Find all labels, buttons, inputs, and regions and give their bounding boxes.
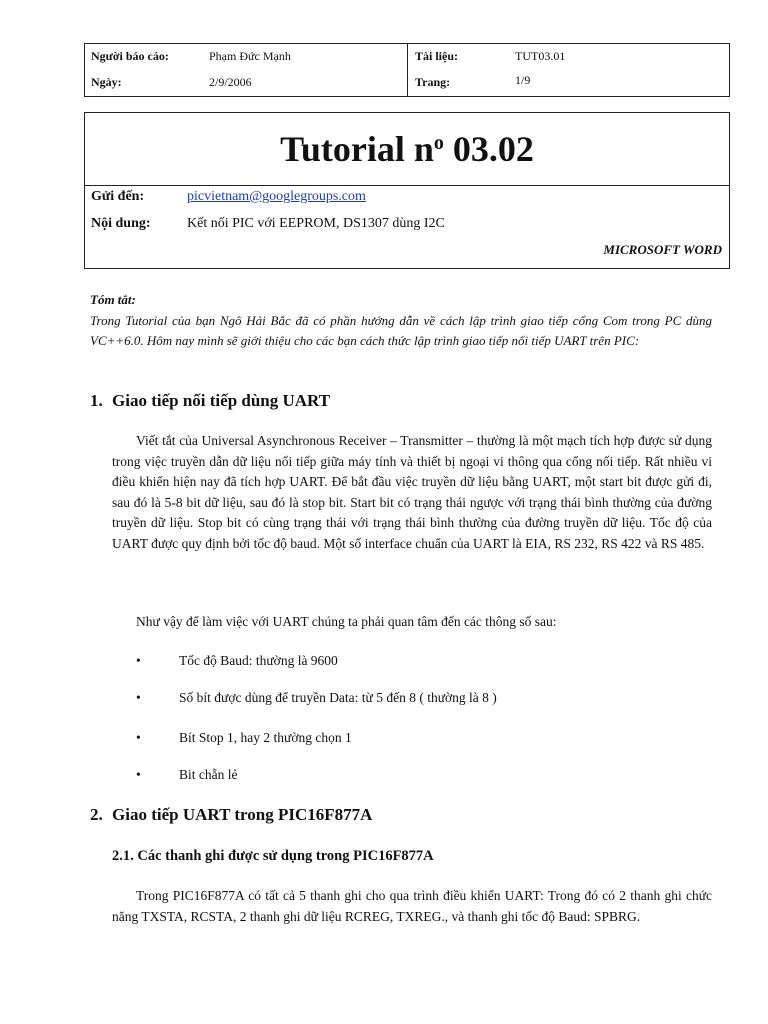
section-2-paragraph: Trong PIC16F877A có tất cả 5 thanh ghi cho qua trình điều khiển UART: Trong đó có 2 thanh ghi chức năng TXSTA, RCSTA, 2 thanh ghi dữ liệu RCREG, TXREG., và thanh ghi tốc độ Baud: SPBRG.	[112, 888, 712, 924]
recipient-email-link[interactable]: picvietnam@googlegroups.com	[187, 189, 366, 204]
section-2-heading	[90, 805, 372, 825]
content-label: Nội dung:	[91, 216, 151, 231]
subsection-2-1-heading: 2.1. Các thanh ghi được sử dụng trong PIC16F877A	[112, 848, 434, 864]
section-1-paragraph: Viết tắt của Universal Asynchronous Receiver – Transmitter – thường là một mạch tích hợp được sử dụng trong việc truyền dẫn dữ liệu nối tiếp giữa máy tính và thiết bị ngoại vi thông qua cổng nối tiếp. Rất nhiều vi điều khiển hiện nay đã tích hợp UART. Để bắt đầu việc truyền dữ liệu bằng UART, một start bit được gửi đi, sau đó là 5-8 bit dữ liệu, sau đó là stop bit. Start bit có trạng thái ngược với trạng thái bình thường của đường truyền dữ liệu. Stop bit có cùng trạng thái với trạng thái bình thường của đường truyền dữ liệu. Tốc độ của UART được quy định bởi tốc độ baud. Một số interface chuẩn của UART là EIA, RS 232, RS 422 và RS 485.	[112, 433, 712, 551]
date-label: Ngày:	[91, 75, 122, 89]
content-value: Kết nối PIC với EEPROM, DS1307 dùng I2C	[187, 216, 445, 231]
application-label: MICROSOFT WORD	[603, 242, 722, 257]
reporter-label: Người báo cáo:	[91, 49, 169, 63]
title-box	[84, 112, 730, 269]
bullet-icon: •	[136, 730, 141, 745]
reporter-value: Phạm Đức Mạnh	[209, 49, 291, 63]
bullet-icon: •	[136, 767, 141, 782]
section-2-number: 2.	[90, 805, 103, 824]
content-row	[91, 215, 711, 233]
date-value: 2/9/2006	[209, 75, 252, 89]
recipient-label: Gửi đến:	[91, 189, 145, 204]
bullet-icon: •	[136, 653, 141, 668]
section-1-intro-params: Như vậy để làm việc với UART chúng ta phải quan tâm đến các thông số sau:	[136, 614, 557, 629]
summary-heading: Tóm tắt:	[90, 292, 136, 307]
document-value: TUT03.01	[515, 49, 566, 63]
document-header-table	[84, 43, 730, 97]
section-1-heading	[90, 391, 330, 411]
section-1-number: 1.	[90, 391, 103, 410]
summary-text: Trong Tutorial của bạn Ngô Hải Bắc đã có phần hướng dẫn về cách lập trình giao tiếp cổng Com trong PC dùng VC++6.0. Hôm nay mình sẽ giới thiệu cho các bạn cách thức lập trình giao tiếp nối tiếp UART trên PIC:	[90, 313, 712, 348]
title-divider	[85, 185, 729, 186]
bullet-icon: •	[136, 690, 141, 705]
header-divider	[407, 44, 408, 96]
page-label: Trang:	[415, 75, 451, 89]
page-title: Tutorial $n^o$ 03.02	[280, 129, 534, 169]
title-superscript: o	[433, 132, 444, 154]
document-label: Tài liệu:	[415, 49, 459, 63]
page-value: 1/9	[515, 73, 531, 87]
recipient-row	[91, 188, 711, 206]
section-2-title: Giao tiếp UART trong PIC16F877A	[112, 805, 373, 824]
section-1-title: Giao tiếp nối tiếp dùng UART	[112, 391, 331, 410]
